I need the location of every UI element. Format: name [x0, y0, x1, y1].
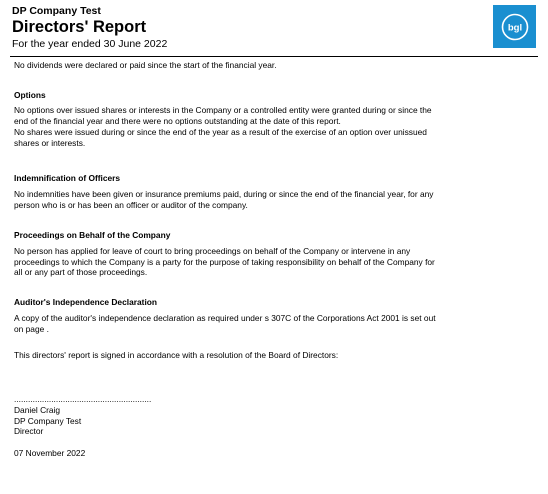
bgl-logo-text: bgl	[507, 21, 522, 33]
dividends-statement: No dividends were declared or paid since the start of the financial year.	[14, 60, 277, 70]
options-paragraph-1: No options over issued shares or interests in the Company or a controlled entity were granted during or since the end of the financial year and there were no options outstanding at the date of this report.	[14, 105, 432, 127]
report-title: Directors' Report	[12, 18, 147, 36]
signatory-company: DP Company Test	[14, 415, 82, 426]
signature-line: ...........................................................	[14, 393, 152, 404]
header-divider	[10, 56, 538, 57]
indemnification-heading: Indemnification of Officers	[14, 173, 121, 184]
options-paragraph-2: No shares were issued during or since the end of the year as a result of the exercise of an option over unissued shares or interests.	[14, 126, 427, 148]
report-date: 07 November 2022	[14, 448, 86, 459]
report-header	[12, 5, 536, 50]
signatory-name: Daniel Craig	[14, 404, 61, 415]
proceedings-paragraph: No person has applied for leave of court to bring proceedings on behalf of the Company or intervene in any proceedings to which the Company is a party for the purpose of taking responsibility on behalf of the Company for all or any part of those proceedings.	[14, 246, 435, 278]
proceedings-heading: Proceedings on Behalf of the Company	[14, 230, 171, 241]
report-period: For the year ended 30 June 2022	[12, 38, 168, 50]
bgl-logo	[493, 5, 536, 48]
bgl-logo-icon	[500, 12, 530, 42]
signatory-role: Director	[14, 426, 44, 437]
report-body	[14, 60, 438, 459]
signing-statement: This directors' report is signed in accordance with a resolution of the Board of Directors:	[14, 350, 339, 361]
company-name: DP Company Test	[12, 5, 101, 17]
auditor-declaration-paragraph: A copy of the auditor's independence declaration as required under s 307C of the Corporations Act 2001 is set out on page .	[14, 312, 436, 334]
indemnification-paragraph: No indemnities have been given or insurance premiums paid, during or since the end of the financial year, for any person who is or has been an officer or auditor of the company.	[14, 188, 434, 210]
auditor-declaration-heading: Auditor's Independence Declaration	[14, 297, 157, 308]
options-heading: Options	[14, 89, 46, 100]
